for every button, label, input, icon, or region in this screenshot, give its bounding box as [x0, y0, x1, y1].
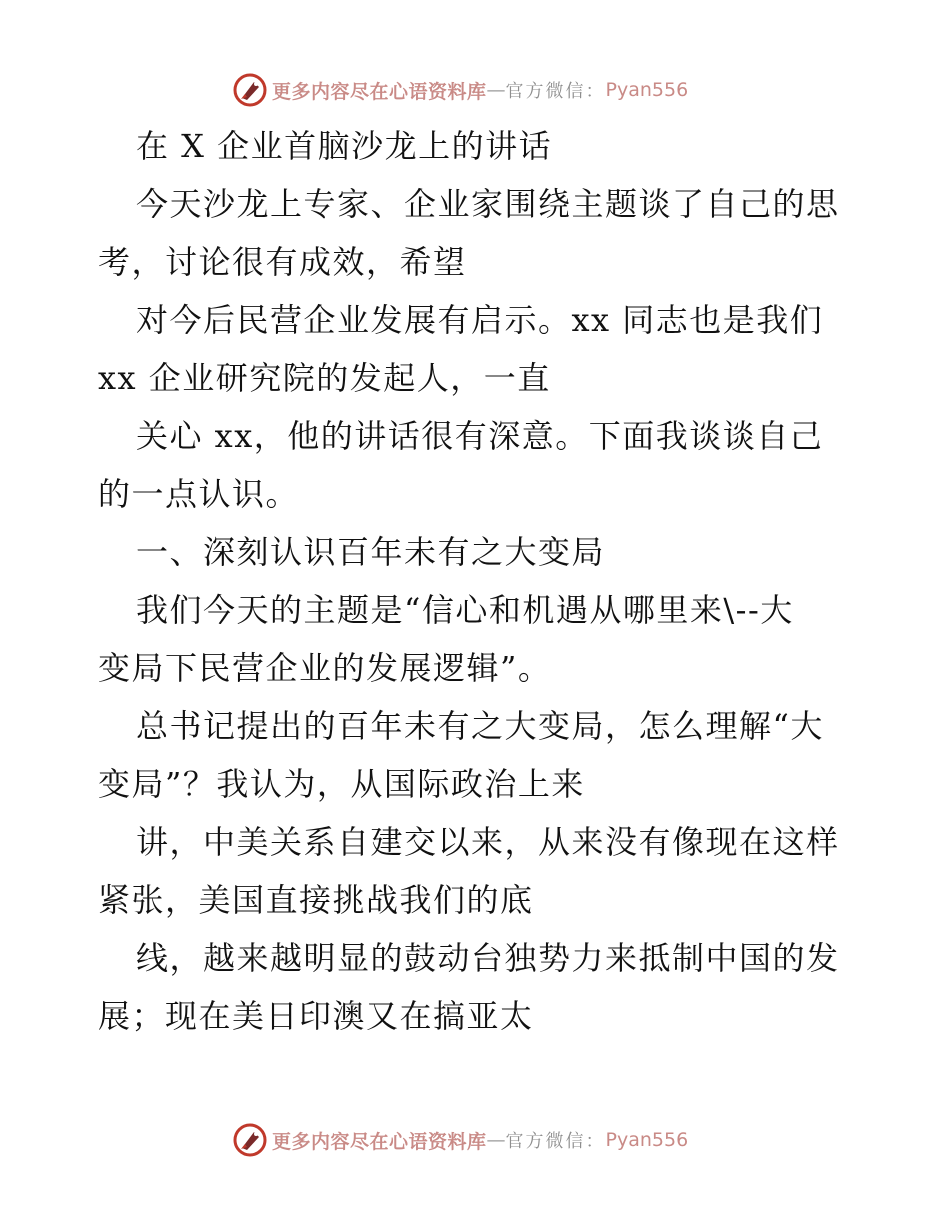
text-line: 的一点认识。 — [98, 475, 300, 513]
banner-main-text: 更多内容尽在心语资料库 — [272, 1130, 487, 1153]
section-heading: 一、深刻认识百年未有之大变局 — [136, 533, 606, 571]
text-line: 总书记提出的百年未有之大变局，怎么理解“大 — [136, 707, 824, 745]
text-line: xx 企业研究院的发起人，一直 — [98, 359, 551, 397]
watermark-banner-top — [232, 70, 688, 110]
text-line: 考，讨论很有成效，希望 — [98, 243, 467, 281]
banner-dash: — — [486, 1129, 506, 1151]
text-line: 今天沙龙上专家、企业家围绕主题谈了自己的思 — [136, 185, 840, 223]
document-title: 在 X 企业首脑沙龙上的讲话 — [136, 127, 553, 165]
text-line: 讲，中美关系自建交以来，从来没有像现在这样 — [136, 823, 840, 861]
text-line: 线，越来越明显的鼓动台独势力来抵制中国的发 — [136, 939, 840, 977]
text-line: 展；现在美日印澳又在搞亚太 — [98, 997, 534, 1035]
text-line: 对今后民营企业发展有启示。xx 同志也是我们 — [136, 301, 824, 339]
banner-wechat-label: 官方微信： — [505, 81, 606, 102]
banner-dash: — — [486, 79, 506, 101]
banner-wechat-id: Pyan556 — [605, 1129, 689, 1151]
banner-wechat-label: 官方微信： — [505, 1131, 606, 1152]
banner-wechat-id: Pyan556 — [605, 79, 689, 101]
banner-main-text: 更多内容尽在心语资料库 — [272, 80, 487, 103]
watermark-banner-bottom — [232, 1120, 688, 1160]
text-line: 关心 xx，他的讲话很有深意。下面我谈谈自己 — [136, 417, 824, 455]
text-line: 变局下民营企业的发展逻辑”。 — [98, 649, 552, 687]
pen-nib-logo-icon — [232, 1122, 268, 1158]
text-line: 我们今天的主题是“信心和机遇从哪里来\--大 — [136, 591, 794, 629]
pen-nib-logo-icon — [232, 72, 268, 108]
text-line: 变局”？我认为，从国际政治上来 — [98, 765, 585, 803]
text-line: 紧张，美国直接挑战我们的底 — [98, 881, 534, 919]
